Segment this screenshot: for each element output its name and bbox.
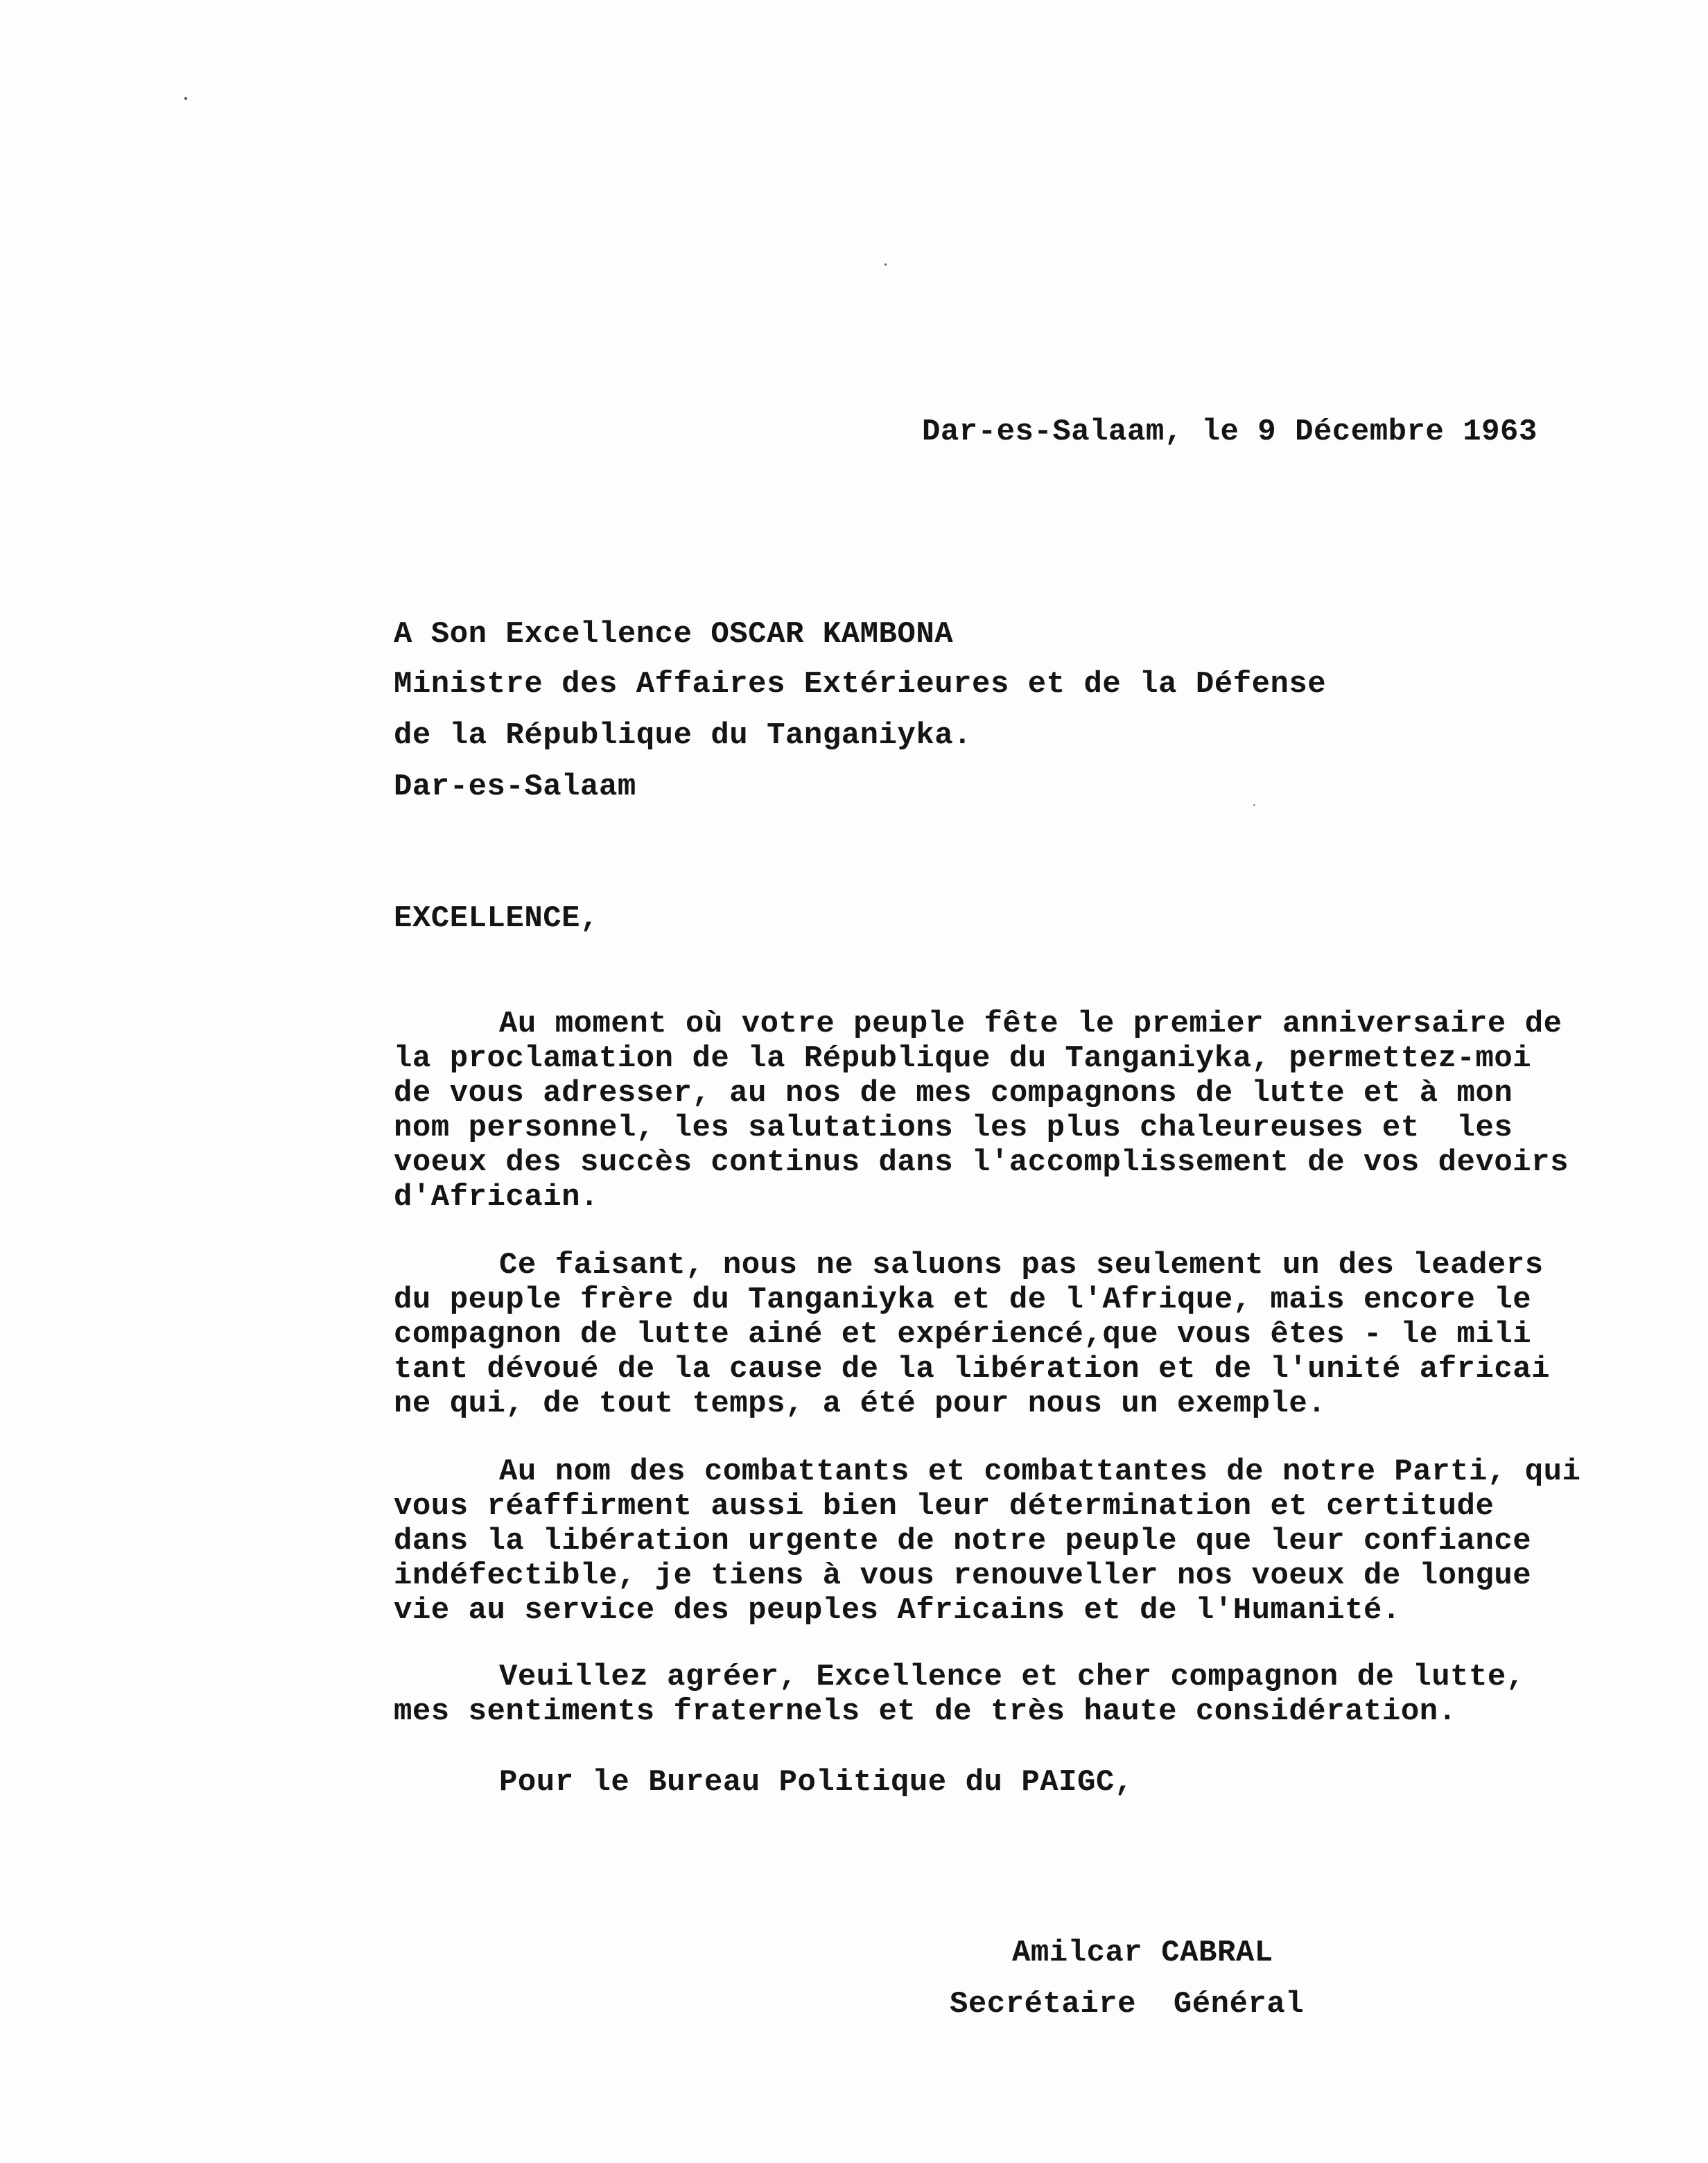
signature-name: Amilcar CABRAL [1012, 1936, 1273, 1970]
signature-title: Secrétaire Général [950, 1987, 1305, 2022]
body-line: de vous adresser, au nos de mes compagnons de lutte et à mon [394, 1076, 1513, 1111]
body-line: mes sentiments fraternels et de très haute considération. [394, 1694, 1457, 1729]
recipient-line: Ministre des Affaires Extérieures et de la Défense [394, 667, 1327, 702]
body-line: dans la libération urgente de notre peuple que leur confiance [394, 1524, 1532, 1558]
body-line: tant dévoué de la cause de la libération et de l'unité africai [394, 1352, 1551, 1387]
date-line: Dar-es-Salaam, le 9 Décembre 1963 [922, 415, 1537, 449]
paper-speck [885, 263, 887, 266]
recipient-line: A Son Excellence OSCAR KAMBONA [394, 617, 954, 652]
body-line: voeux des succès continus dans l'accomplissement de vos devoirs [394, 1145, 1569, 1180]
body-line: Au moment où votre peuple fête le premier anniversaire de [499, 1007, 1562, 1041]
body-line: Ce faisant, nous ne saluons pas seulement un des leaders [499, 1248, 1544, 1283]
paper-speck [1253, 804, 1255, 806]
body-line: Au nom des combattants et combattantes de notre Parti, qui [499, 1454, 1581, 1489]
body-line: la proclamation de la République du Tanganiyka, permettez-moi [394, 1041, 1532, 1076]
salutation: EXCELLENCE, [394, 901, 599, 936]
body-line: indéfectible, je tiens à vous renouveller nos voeux de longue [394, 1558, 1532, 1593]
paper-speck [184, 97, 187, 100]
body-line: du peuple frère du Tanganiyka et de l'Afrique, mais encore le [394, 1283, 1532, 1317]
closing-line: Pour le Bureau Politique du PAIGC, [499, 1765, 1133, 1800]
body-line: nom personnel, les salutations les plus chaleureuses et les [394, 1111, 1513, 1145]
recipient-line: de la République du Tanganiyka. [394, 718, 973, 753]
body-line: ne qui, de tout temps, a été pour nous un exemple. [394, 1387, 1327, 1421]
body-line: Veuillez agréer, Excellence et cher compagnon de lutte, [499, 1660, 1525, 1694]
recipient-line: Dar-es-Salaam [394, 770, 636, 804]
body-line: d'Africain. [394, 1180, 599, 1215]
body-line: vous réaffirment aussi bien leur détermination et certitude [394, 1489, 1494, 1524]
body-line: compagnon de lutte ainé et expériencé,que vous êtes - le mili [394, 1317, 1532, 1352]
body-line: vie au service des peuples Africains et de l'Humanité. [394, 1593, 1401, 1628]
